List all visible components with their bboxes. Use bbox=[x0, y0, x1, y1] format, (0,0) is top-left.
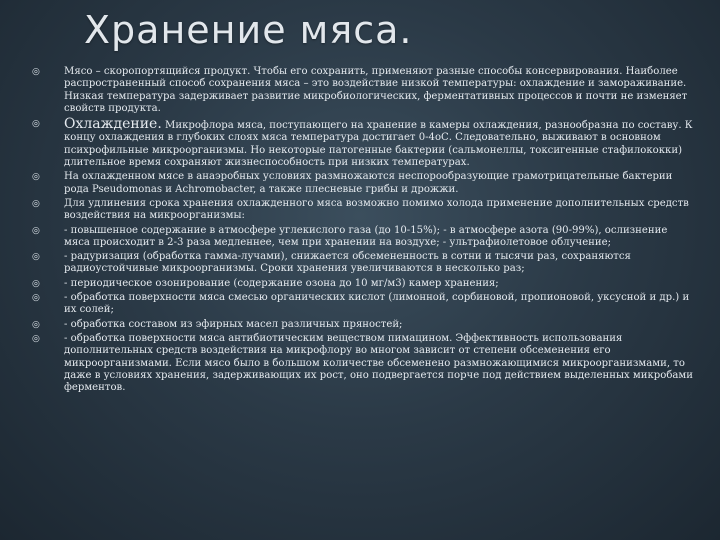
list-item bbox=[32, 171, 696, 196]
bullet-icon: ◎ bbox=[32, 67, 40, 77]
list-item bbox=[32, 225, 696, 250]
bullet-icon: ◎ bbox=[32, 278, 40, 289]
item-text: - обработка составом из эфирных масел различных пряностей; bbox=[64, 318, 403, 330]
item-text: - повышенное содержание в атмосфере углекислого газа (до 10-15%); - в атмосфере азота (90-99%), ослизнение мяса происходит в 2-3 раза медленнее, чем при хранении на воздухе; - ультрафиолетовое облучение; bbox=[64, 224, 668, 248]
bullet-icon: ◎ bbox=[32, 172, 40, 183]
bullet-icon: ◎ bbox=[32, 293, 40, 304]
item-text: Мясо – скоропортящийся продукт. Чтобы его сохранить, применяют разные способы консервирования. Наиболее распространенный способ сохранения мяса – это воздействие низкой температуры: охлаждение и замораживание. Низкая температура задерживает развитие микробиологических, ферментативных процессов и почти не изменяет свойств продукта. bbox=[64, 66, 688, 114]
list-item bbox=[32, 251, 696, 276]
list-item bbox=[32, 292, 696, 317]
bullet-list bbox=[32, 66, 696, 396]
bullet-icon: ◎ bbox=[32, 198, 40, 209]
item-text: - периодическое озонирование (содержание озона до 10 мг/м3) камер хранения; bbox=[64, 277, 499, 289]
item-text: Для удлинения срока хранения охлажденного мяса возможно помимо холода применение дополнительных средств воздействия на микроорганизмы: bbox=[64, 197, 689, 222]
bullet-icon: ◎ bbox=[32, 319, 40, 330]
bullet-icon: ◎ bbox=[32, 333, 40, 344]
item-text: - обработка поверхности мяса смесью органических кислот (лимонной, сорбиновой, пропионовой, уксусной и др.) и их солей; bbox=[64, 292, 690, 316]
list-item bbox=[32, 198, 696, 223]
bullet-icon: ◎ bbox=[32, 119, 40, 130]
list-item bbox=[32, 66, 696, 115]
item-text: - радуризация (обработка гамма-лучами), снижается обсемененность в сотни и тысячи раз, сохраняются радиоустойчивые микроорганизмы. Сроки хранения увеличиваются в несколько раз; bbox=[64, 251, 631, 275]
slide-title: Хранение мяса. bbox=[84, 8, 413, 52]
list-item bbox=[32, 278, 696, 290]
bullet-icon: ◎ bbox=[32, 225, 40, 236]
bullet-icon: ◎ bbox=[32, 252, 40, 263]
item-text: - обработка поверхности мяса антибиотическим веществом пимацином. Эффективность использования дополнительных средств воздействия на микрофлору во многом зависит от степени обсеменения его микроорганизмами. Если мясо было в большом количестве обсеменено размножающимися микроорганизмами, то даже в условиях хранения, задерживающих их рост, оно подвергается порче под действием выделенных микробами ферментов. bbox=[64, 332, 694, 394]
list-item bbox=[32, 333, 696, 394]
item-text: Микрофлора мяса, поступающего на хранение в камеры охлаждения, разнообразна по составу. К концу охлаждения в глубоких слоях мяса температура достигает 0-4оС. Следовательно, выживают в основном психрофильные микроорганизмы. Но некоторые патогенные бактерии (сальмонеллы, токсигенные стафилококки) длительное время сохраняют жизнеспособность при низких температурах. bbox=[64, 120, 693, 169]
item-heading: Охлаждение. bbox=[64, 116, 162, 133]
item-text: На охлажденном мясе в анаэробных условиях размножаются неспорообразующие грамотрицательные бактерии рода Pseudomonas и Achromobacter, а также плесневые грибы и дрожжи. bbox=[64, 171, 673, 195]
list-item bbox=[32, 319, 696, 331]
list-item bbox=[32, 117, 696, 169]
